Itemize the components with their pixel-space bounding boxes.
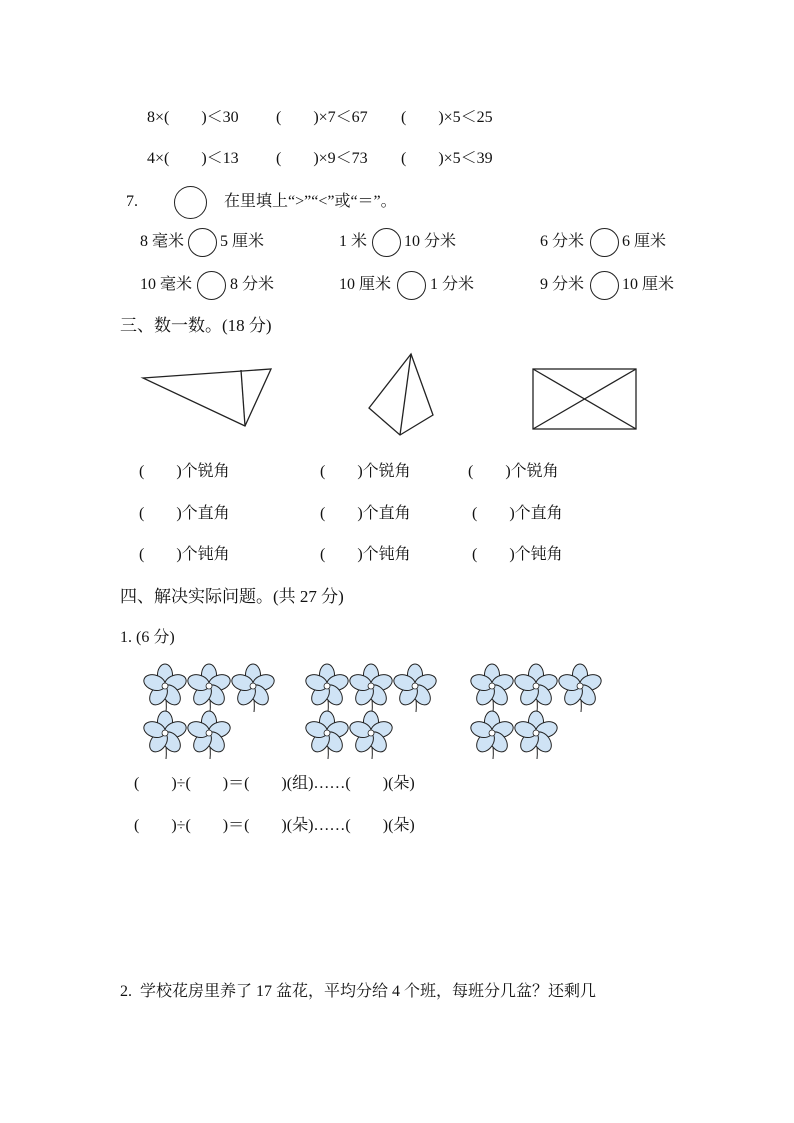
q7-instruction: 在里填上“>”“<”或“＝”。: [224, 193, 397, 210]
compare-right: 1 分米: [430, 276, 475, 293]
compare-left: 1 米: [339, 233, 368, 250]
flower-icon: [186, 664, 232, 712]
ineq-2-3: ( )×5＜39: [401, 150, 493, 167]
right-count-3: ( )个直角: [472, 505, 563, 522]
compare-right: 8 分米: [230, 276, 275, 293]
equation-1: ( )÷( )＝( )(组)……( )(朵): [134, 775, 415, 792]
compare-left: 9 分米: [540, 276, 585, 293]
flower-icon: [348, 664, 394, 712]
ineq-2-1: 4×( )＜13: [147, 150, 239, 167]
flower-icon: [142, 711, 188, 759]
right-count-2: ( )个直角: [320, 505, 411, 522]
flower-icon: [304, 711, 350, 759]
flower-icon: [469, 711, 515, 759]
q7-number: 7.: [126, 193, 138, 210]
compare-right: 10 分米: [404, 233, 457, 250]
compare-left: 6 分米: [540, 233, 585, 250]
flower-icon: [392, 664, 438, 712]
flower-icon: [557, 664, 603, 712]
acute-count-3: ( )个锐角: [468, 463, 559, 480]
section4-title: 四、解决实际问题。(共 27 分): [120, 587, 344, 606]
section3-title: 三、数一数。(18 分): [120, 316, 272, 335]
acute-count-1: ( )个锐角: [139, 463, 230, 480]
flower-icon: [304, 664, 350, 712]
ineq-1-3: ( )×5＜25: [401, 109, 493, 126]
compare-left: 10 厘米: [339, 276, 392, 293]
flower-icon: [230, 664, 276, 712]
ineq-1-2: ( )×7＜67: [276, 109, 368, 126]
q1-label: 1. (6 分): [120, 629, 175, 646]
obtuse-count-3: ( )个钝角: [472, 546, 563, 563]
obtuse-count-2: ( )个钝角: [320, 546, 411, 563]
q2-text: 2. 学校花房里养了 17 盆花，平均分给 4 个班，每班分几盆？还剩几: [120, 983, 597, 1000]
equation-2: ( )÷( )＝( )(朵)……( )(朵): [134, 817, 415, 834]
compare-right: 5 厘米: [220, 233, 265, 250]
ineq-1-1: 8×( )＜30: [147, 109, 239, 126]
compare-right: 6 厘米: [622, 233, 667, 250]
flower-icon: [513, 711, 559, 759]
acute-count-2: ( )个锐角: [320, 463, 411, 480]
ineq-2-2: ( )×9＜73: [276, 150, 368, 167]
flower-icon: [142, 664, 188, 712]
flower-icon: [469, 664, 515, 712]
right-count-1: ( )个直角: [139, 505, 230, 522]
obtuse-count-1: ( )个钝角: [139, 546, 230, 563]
compare-right: 10 厘米: [622, 276, 675, 293]
flower-icon: [513, 664, 559, 712]
compare-left: 8 毫米: [140, 233, 185, 250]
flower-icon: [186, 711, 232, 759]
flower-icon: [348, 711, 394, 759]
compare-left: 10 毫米: [140, 276, 193, 293]
